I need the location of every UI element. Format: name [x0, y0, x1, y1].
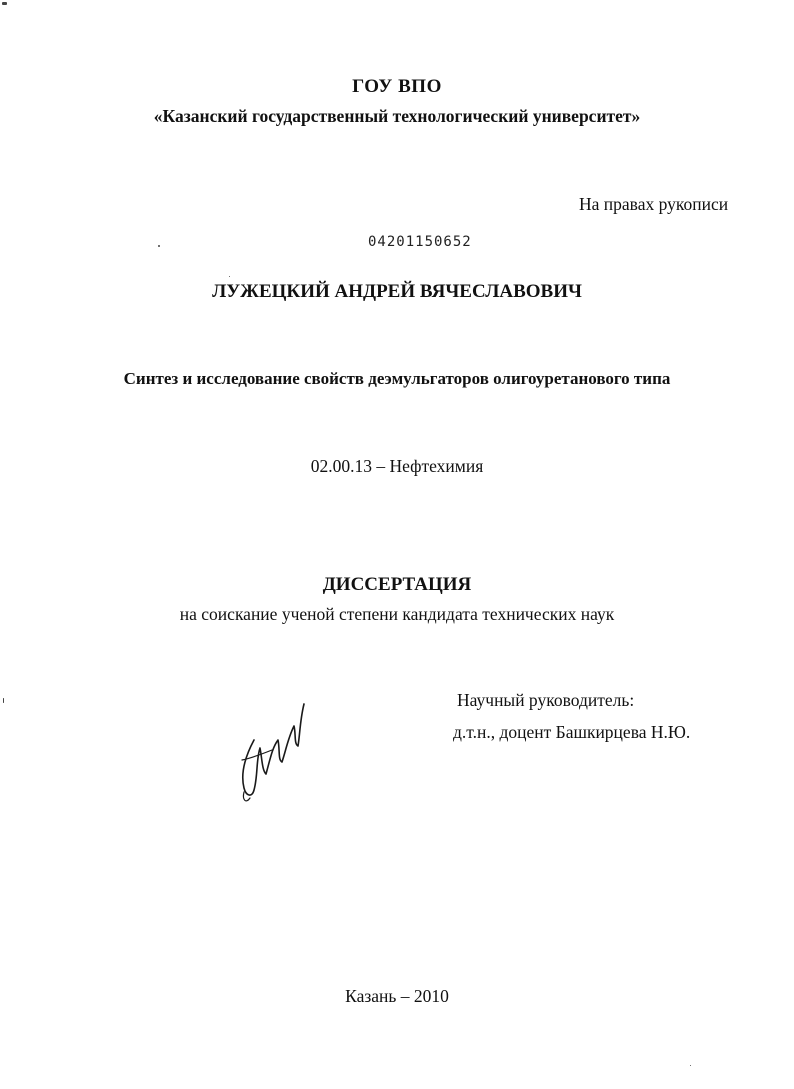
handwritten-signature [232, 700, 312, 805]
city-year: Казань – 2010 [345, 986, 449, 1006]
supervisor-name: д.т.н., доцент Башкирцева Н.Ю. [453, 722, 691, 742]
organization-type: ГОУ ВПО [352, 76, 442, 97]
registration-number: 04201150652 [368, 234, 472, 250]
document-type: ДИССЕРТАЦИЯ [322, 574, 472, 595]
degree-statement: на соискание ученой степени кандидата технических наук [179, 604, 615, 624]
scan-speck [158, 245, 160, 247]
supervisor-label: Научный руководитель: [457, 690, 635, 710]
author-name: ЛУЖЕЦКИЙ АНДРЕЙ ВЯЧЕСЛАВОВИЧ [212, 281, 582, 302]
scan-speck [3, 698, 4, 703]
scan-speck [690, 1065, 691, 1066]
university-name: «Казанский государственный технологический университет» [153, 106, 641, 126]
scan-speck [229, 276, 230, 277]
specialty-code: 02.00.13 – Нефтехимия [310, 456, 484, 476]
scan-speck [2, 2, 7, 5]
thesis-title: Синтез и исследование свойств деэмульгаторов олигоуретанового типа [123, 369, 671, 388]
manuscript-note: На правах рукописи [579, 194, 729, 214]
